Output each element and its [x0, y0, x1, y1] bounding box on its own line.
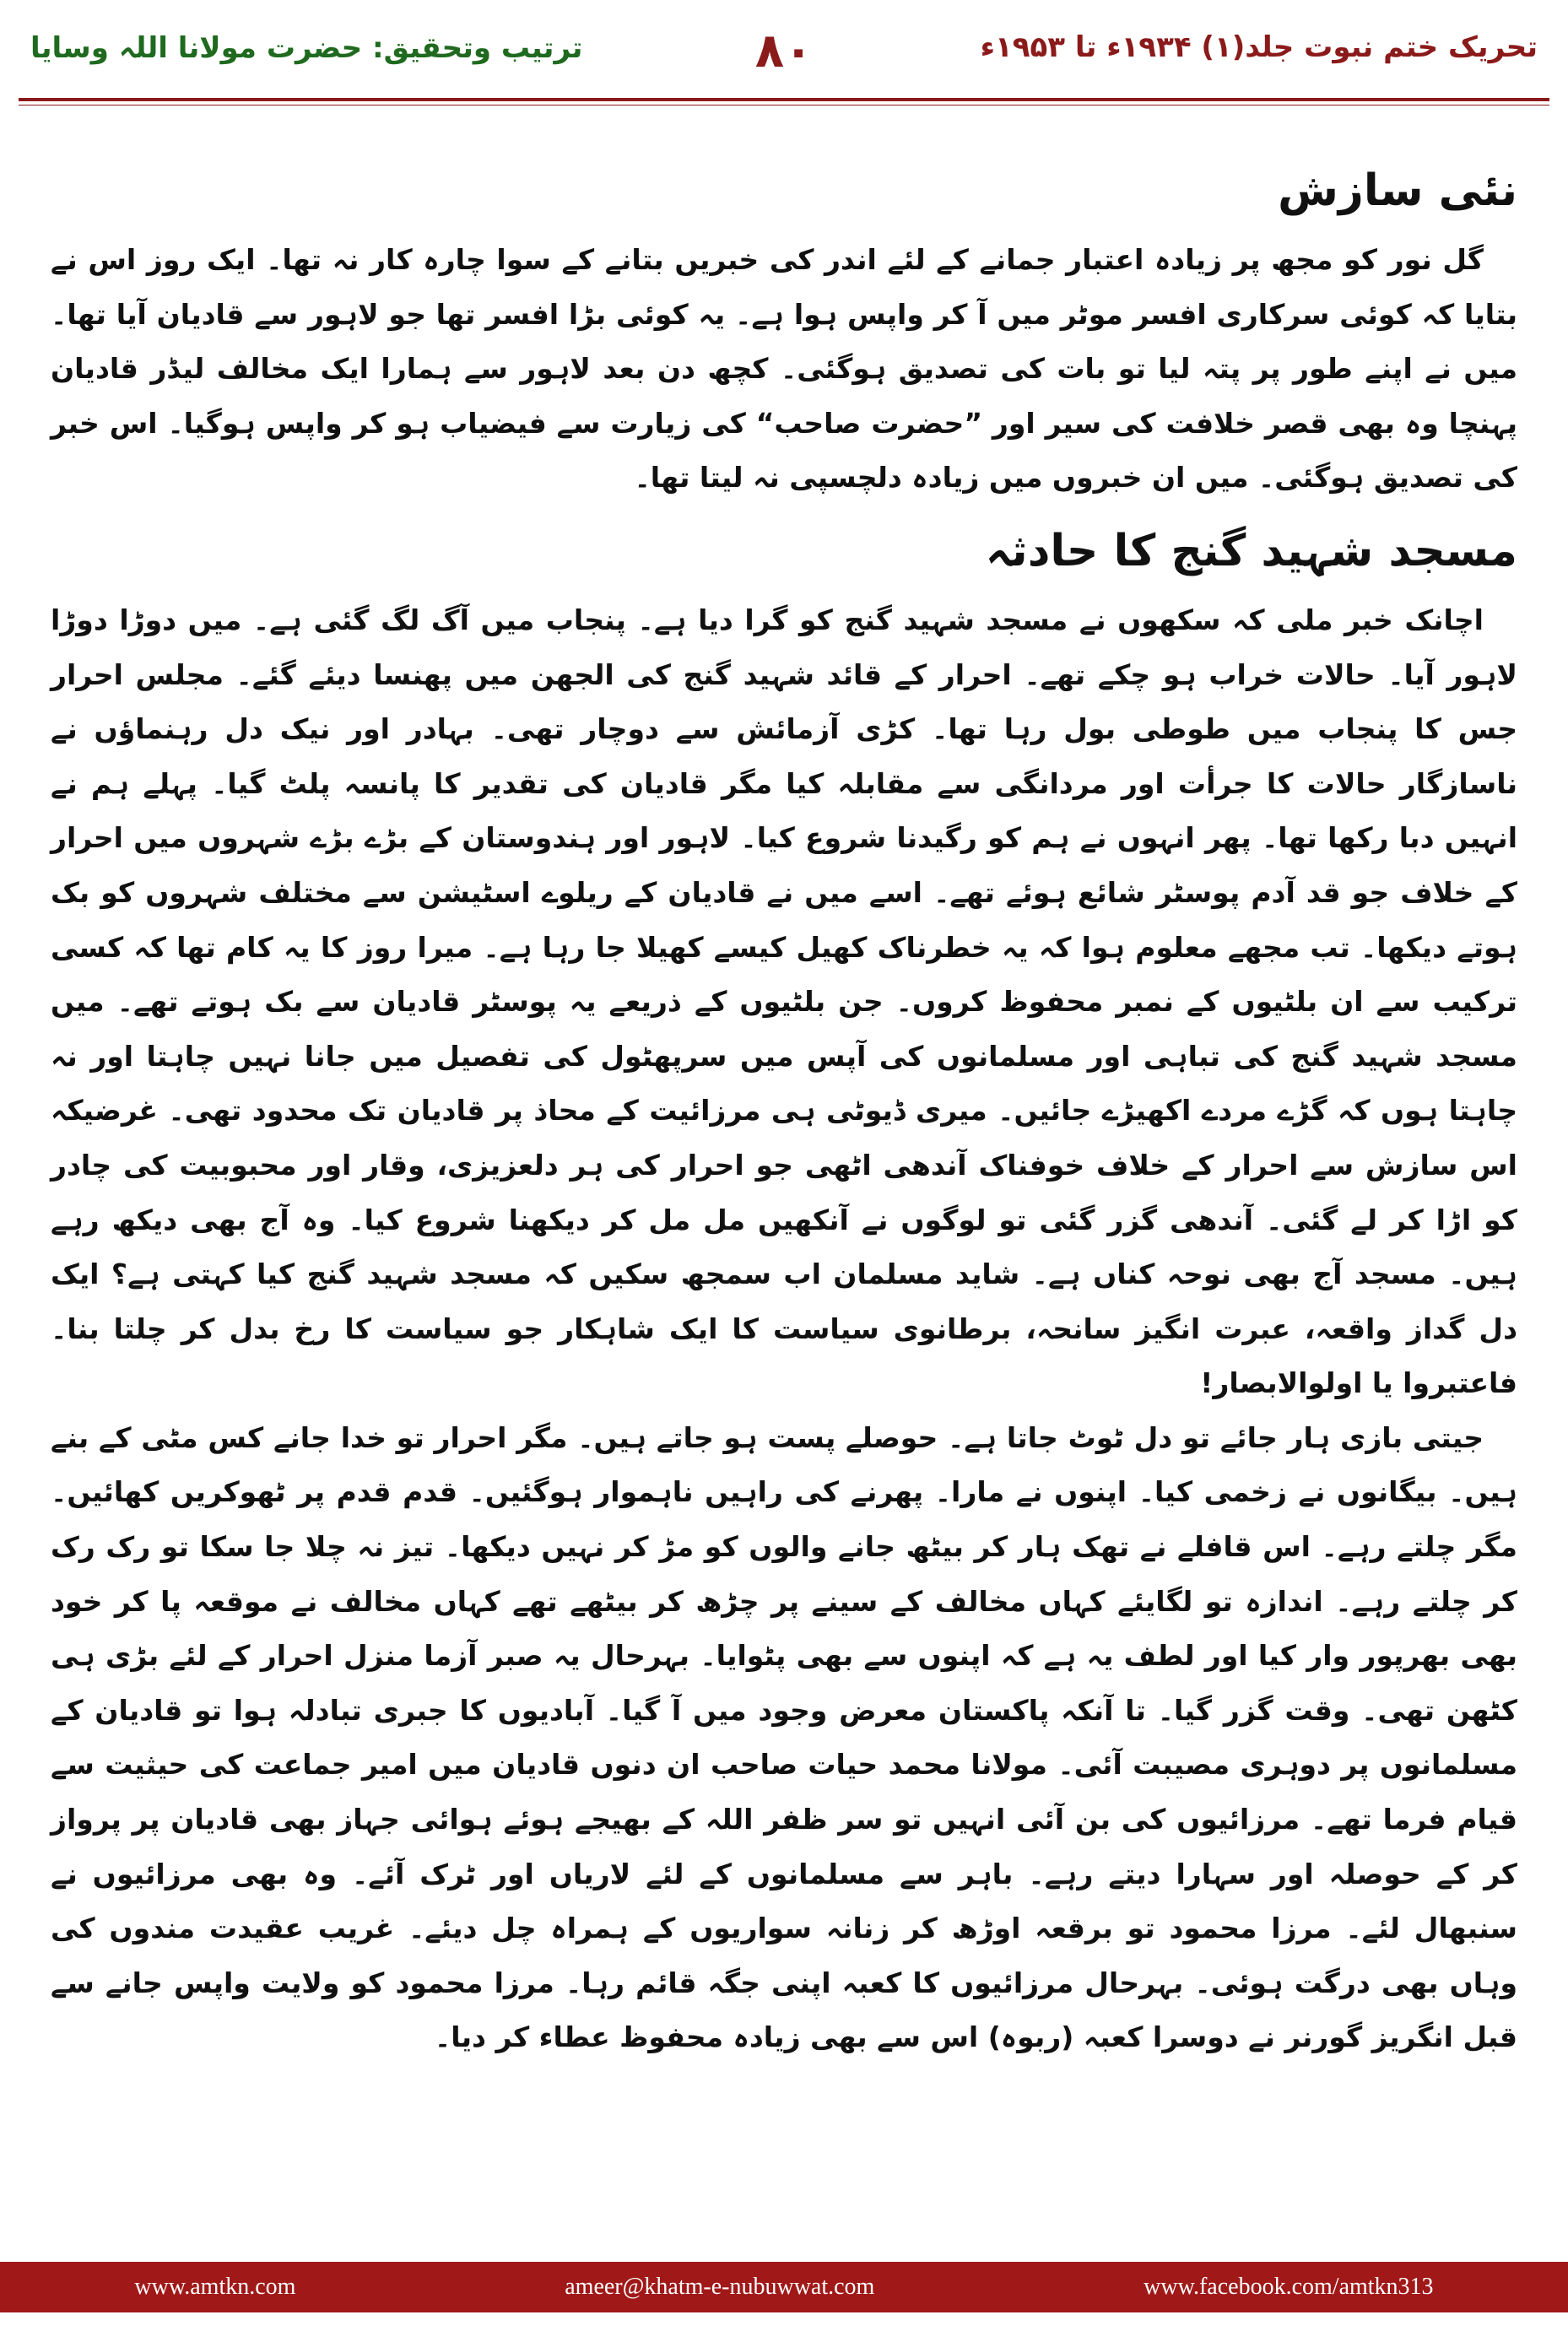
page-footer [0, 2262, 1568, 2312]
book-title: تحریک ختم نبوت جلد(۱) ۱۹۳۴ء تا ۱۹۵۳ء [980, 30, 1538, 64]
page-number: ۸۰ [754, 24, 814, 78]
page-header [0, 0, 1568, 108]
section-heading-shaheed-ganj: مسجد شہید گنج کا حادثہ [985, 525, 1517, 576]
paragraph: گل نور کو مجھ پر زیادہ اعتبار جمانے کے لئے اندر کی خبریں بتانے کے سوا چارہ کار نہ تھا۔ ایک روز اس نے بتایا کہ کوئی سرکاری افسر موٹر میں آ کر واپس ہوا ہے۔ یہ کوئی بڑا افسر تھا جو لاہور سے قادیان آیا تھا۔ میں نے اپنے طور پر پتہ لیا تو بات کی تصدیق ہوگئی۔ کچھ دن بعد لاہور سے ہمارا ایک مخالف لیڈر قادیان پہنچا وہ بھی قصر خلافت کی سیر اور ”حضرت صاحب“ کی زیارت سے فیضیاب ہو کر واپس ہوگیا۔ اس خبر کی تصدیق ہوگئی۔ میں ان خبروں میں زیادہ دلچسپی نہ لیتا تھا۔ [51, 243, 1517, 495]
compiler-credit: ترتیب وتحقیق: حضرت مولانا اللہ وسایا [30, 31, 583, 65]
facebook-link[interactable]: www.facebook.com/amtkn313 [1144, 2274, 1434, 2300]
header-rule [19, 98, 1549, 101]
website-link[interactable]: www.amtkn.com [134, 2274, 296, 2300]
paragraph: اچانک خبر ملی کہ سکھوں نے مسجد شہید گنج کو گرا دیا ہے۔ پنجاب میں آگ لگ گئی ہے۔ میں دوڑا دوڑا لاہور آیا۔ حالات خراب ہو چکے تھے۔ احرار کے قائد شہید گنج کی الجھن میں پھنسا دیئے گئے۔ مجلس احرار جس کا پنجاب میں طوطی بول رہا تھا۔ کڑی آزمائش سے دوچار تھی۔ بہادر اور نیک دل رہنماؤں نے ناسازگار حالات کا جرأت اور مردانگی سے مقابلہ کیا مگر قادیان کی تقدیر کا پانسہ پلٹ گیا۔ پہلے ہم نے انہیں دبا رکھا تھا۔ پھر انہوں نے ہم کو رگیدنا شروع کیا۔ لاہور اور ہندوستان کے بڑے بڑے شہروں میں احرار کے خلاف جو قد آدم پوسٹر شائع ہوئے تھے۔ اسے میں نے قادیان کے ریلوے اسٹیشن سے مختلف شہروں کو بک ہوتے دیکھا۔ تب مجھے معلوم ہوا کہ یہ خطرناک کھیل کیسے کھیلا جا رہا ہے۔ میرا روز کا یہ کام تھا کہ کسی ترکیب سے ان بلٹیوں کے نمبر محفوظ کروں۔ جن بلٹیوں کے ذریعے یہ پوسٹر قادیان سے بک ہوتے تھے۔ میں مسجد شہید گنج کی تباہی اور مسلمانوں کی آپس میں سرپھٹول کی تفصیل میں جانا نہیں چاہتا اور نہ چاہتا ہوں کہ گڑے مردے اکھیڑے جائیں۔ میری ڈیوٹی ہی مرزائیت کے محاذ پر قادیان تک محدود تھی۔ غرضیکہ اس سازش سے احرار کے خلاف خوفناک آندھی اٹھی جو احرار کی ہر دلعزیزی، وقار اور محبوبیت کی چادر کو اڑا کر لے گئی۔ آندھی گزر گئی تو لوگوں نے آنکھیں مل مل کر دیکھنا شروع کیا۔ وہ آج بھی دیکھ رہے ہیں۔ مسجد آج بھی نوحہ کناں ہے۔ شاید مسلمان اب سمجھ سکیں کہ مسجد شہید گنج کیا کہتی ہے؟ ایک دل گداز واقعہ، عبرت انگیز سانحہ، برطانوی سیاست کا ایک شاہکار جو سیاست کا رخ بدل کر چلتا بنا۔ فاعتبروا یا اولوالابصار! [51, 603, 1517, 1400]
page-body [51, 157, 1517, 2065]
section-heading-new-conspiracy: نئی سازش [1278, 165, 1517, 216]
paragraph: جیتی بازی ہار جائے تو دل ٹوٹ جاتا ہے۔ حوصلے پست ہو جاتے ہیں۔ مگر احرار تو خدا جانے کس مٹی کے بنے ہیں۔ بیگانوں نے زخمی کیا۔ اپنوں نے مارا۔ پھرنے کی راہیں ناہموار ہوگئیں۔ قدم قدم پر ٹھوکریں کھائیں۔ مگر چلتے رہے۔ اس قافلے نے تھک ہار کر بیٹھ جانے والوں کو مڑ کر نہیں دیکھا۔ تیز نہ چلا جا سکا تو رک رک کر چلتے رہے۔ اندازہ تو لگایئے کہاں مخالف کے سینے پر چڑھ کر بیٹھے تھے کہاں مخالف نے موقعہ پا کر خود بھی بھرپور وار کیا اور لطف یہ ہے کہ اپنوں سے بھی پٹوایا۔ بہرحال یہ صبر آزما منزل احرار کے لئے بڑی ہی کٹھن تھی۔ وقت گزر گیا۔ تا آنکہ پاکستان معرض وجود میں آ گیا۔ آبادیوں کا جبری تبادلہ ہوا تو قادیان کے مسلمانوں پر دوہری مصیبت آئی۔ مولانا محمد حیات صاحب ان دنوں قادیان میں امیر جماعت کی حیثیت سے قیام فرما تھے۔ مرزائیوں کی بن آئی انہیں تو سر ظفر اللہ کے بھیجے ہوئے ہوائی جہاز بھی قادیان پر پرواز کر کے حوصلہ اور سہارا دیتے رہے۔ باہر سے مسلمانوں کے لئے لاریاں اور ٹرک آئے۔ وہ بھی مرزائیوں نے سنبھال لئے۔ مرزا محمود تو برقعہ اوڑھ کر زنانہ سواریوں کے ہمراہ چل دیئے۔ غریب عقیدت مندوں کی وہاں بھی درگت ہوئی۔ بہرحال مرزائیوں کا کعبہ اپنی جگہ قائم رہا۔ مرزا محمود کو ولایت واپس جانے سے قبل انگریز گورنر نے دوسرا کعبہ (ربوہ) اس سے بھی زیادہ محفوظ عطاء کر دیا۔ [51, 1420, 1517, 2054]
email-link[interactable]: ameer@khatm-e-nubuwwat.com [565, 2274, 875, 2300]
